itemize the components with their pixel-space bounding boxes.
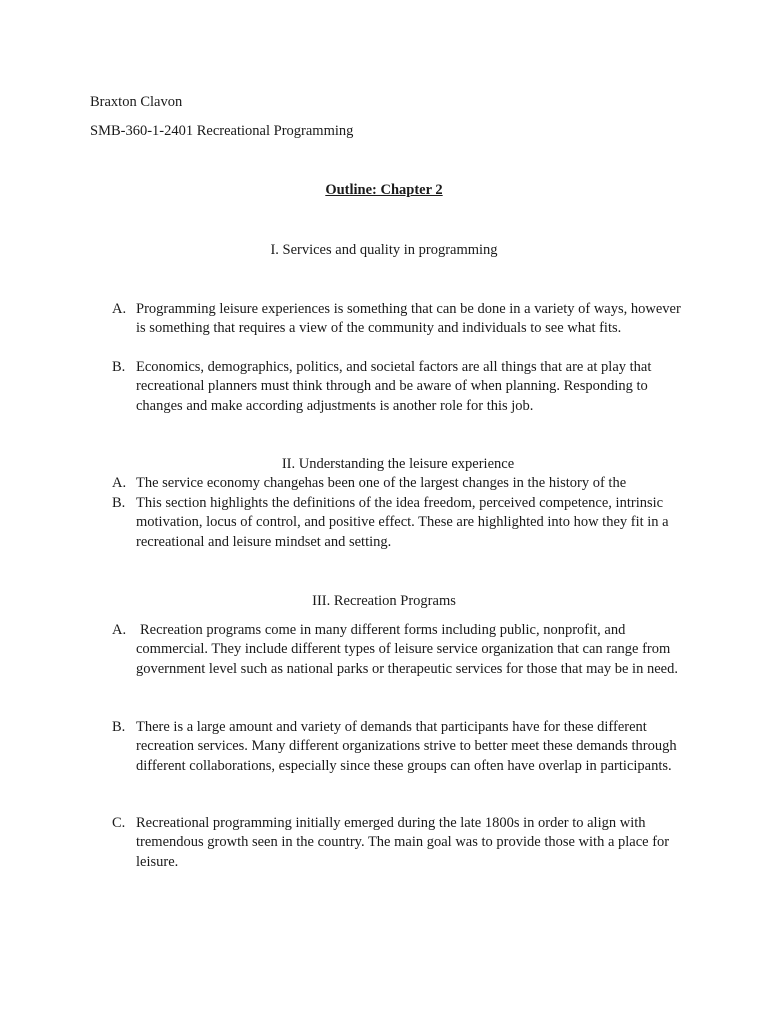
list-item-text: Recreational programming initially emerged during the late 1800s in order to align with tremendous growth seen in the country. The main goal was to provide those with a place for leisure.: [136, 815, 670, 870]
list-item-text: Programming leisure experiences is something that can be done in a variety of ways, however is something that requires a view of the community and individuals to see what fits.: [136, 301, 681, 337]
list-item-text: Recreation programs come in many different forms including public, nonprofit, and commercial. They include different types of leisure service organization that can range from government level such as national parks or therapeutic services for those that may be in need.: [136, 622, 678, 677]
list-item-text: The service economy changehas been one of the largest changes in the history of the: [136, 475, 627, 491]
section-heading: III. Recreation Programs: [312, 593, 456, 609]
list-item-text: There is a large amount and variety of demands that participants have for these different recreation services. Many different organizations strive to better meet these demands through different collaborations, especially since these groups can often have overlap in participants.: [136, 719, 677, 774]
list-item: [112, 300, 682, 339]
list-item: [112, 718, 682, 776]
list-item: [112, 814, 682, 872]
list-marker: B.: [112, 359, 126, 375]
list-item: [112, 474, 682, 493]
list-item: [112, 621, 682, 679]
list-item: [112, 358, 682, 416]
list-item: [112, 494, 682, 552]
list-marker: B.: [112, 719, 126, 735]
course-title: SMB-360-1-2401 Recreational Programming: [90, 123, 354, 139]
list-marker: A.: [112, 301, 127, 317]
section-heading: I. Services and quality in programming: [270, 242, 498, 258]
list-marker: C.: [112, 815, 126, 831]
list-marker: B.: [112, 495, 126, 511]
author-name: Braxton Clavon: [90, 94, 183, 110]
section-heading: II. Understanding the leisure experience: [281, 456, 515, 472]
list-marker: A.: [112, 475, 127, 491]
page-title: Outline: Chapter 2: [325, 182, 443, 198]
list-item-text: This section highlights the definitions of the idea freedom, perceived competence, intrinsic motivation, locus of control, and positive effect. These are highlighted into how they fit in a recreational and leisure mindset and setting.: [136, 495, 669, 550]
list-marker: A.: [112, 622, 127, 638]
list-item-text: Economics, demographics, politics, and societal factors are all things that are at play that recreational planners must think through and be aware of when planning. Responding to changes and make according adjustments is another role for this job.: [136, 359, 652, 414]
